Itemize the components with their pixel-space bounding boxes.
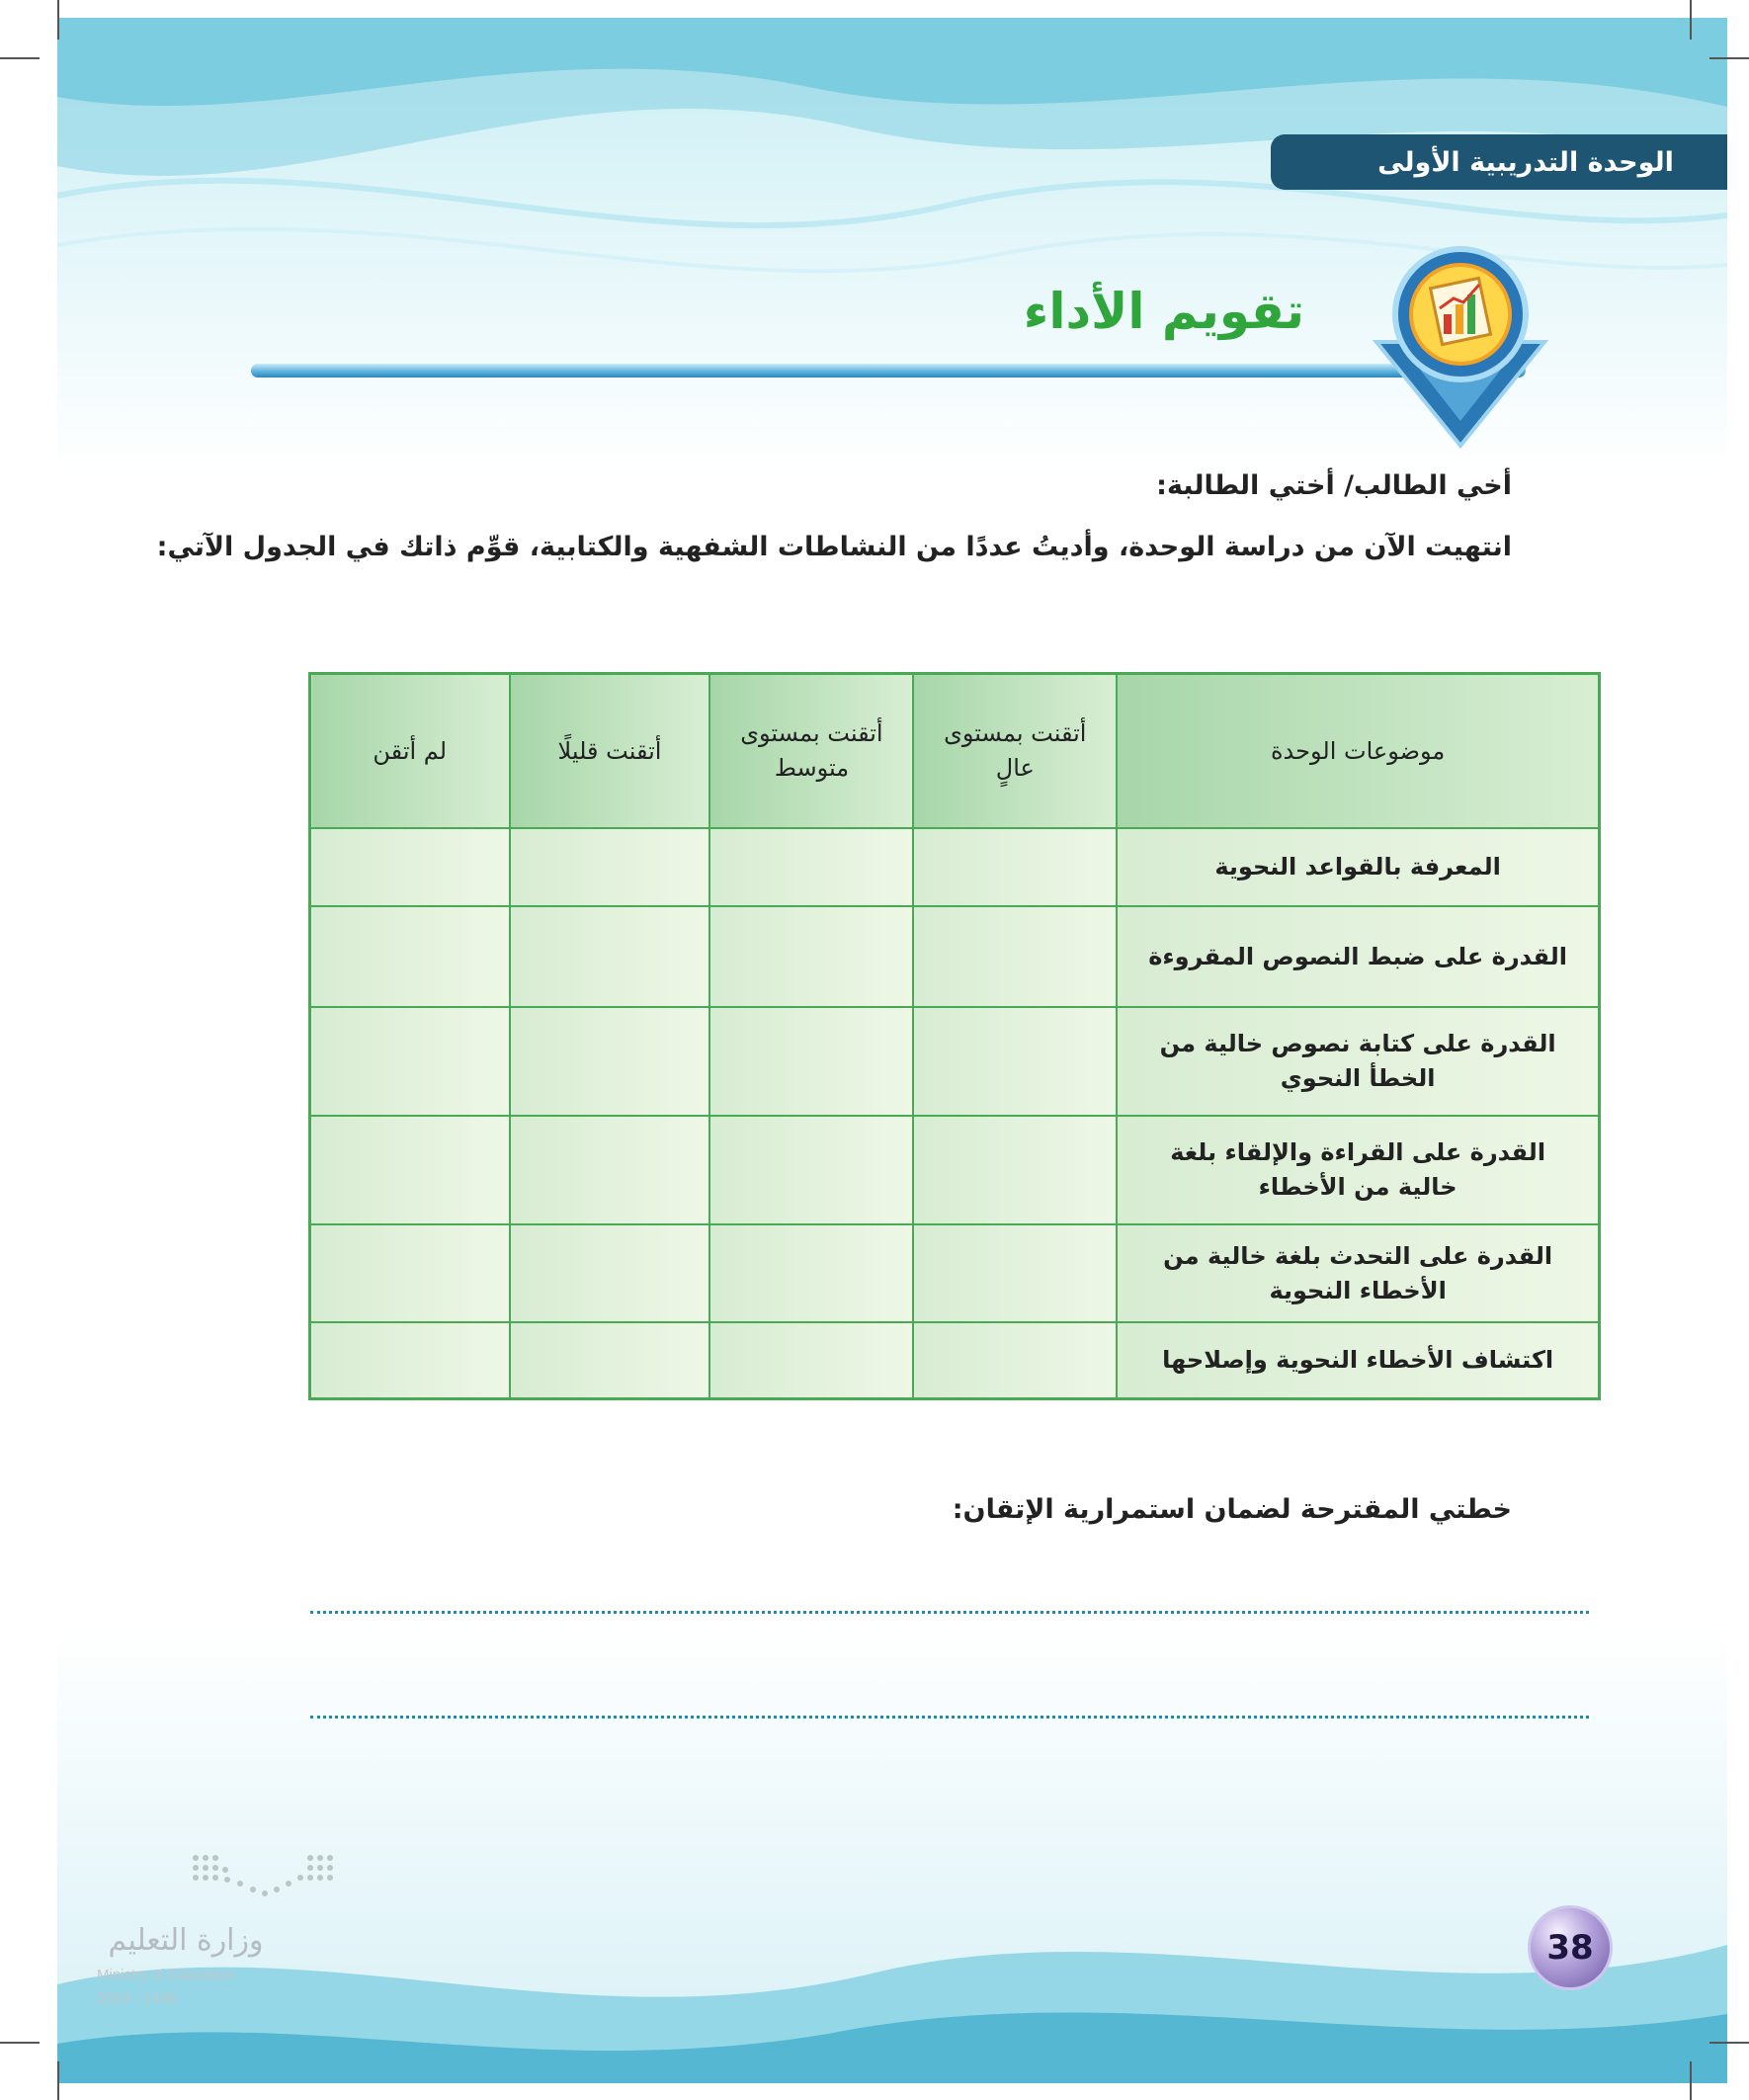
crop-mark — [0, 2042, 40, 2044]
table-row — [310, 1224, 1600, 1322]
greeting-text: أخي الطالب/ أختي الطالبة: — [1156, 470, 1512, 501]
plan-label: خطتي المقترحة لضمان استمرارية الإتقان: — [952, 1494, 1512, 1525]
unit-label: الوحدة التدريبية الأولى — [1377, 146, 1674, 178]
table-row — [310, 828, 1600, 906]
rating-cell-medium[interactable] — [709, 1007, 913, 1116]
rating-cell-little[interactable] — [510, 1007, 710, 1116]
table-row — [310, 1007, 1600, 1116]
topic-cell: المعرفة بالقواعد النحوية — [1117, 828, 1599, 906]
instruction-text: انتهيت الآن من دراسة الوحدة، وأديتُ عددًا من النشاطات الشفهية والكتابية، قوِّم ذاتك في الجدول الآتي: — [156, 532, 1512, 562]
header-medium: أتقنت بمستوى متوسط — [709, 674, 913, 829]
performance-chart-icon — [1367, 243, 1554, 451]
table-row — [310, 1322, 1600, 1398]
topic-cell: القدرة على ضبط النصوص المقروءة — [1117, 906, 1599, 1007]
rating-cell-little[interactable] — [510, 1116, 710, 1224]
rating-cell-medium[interactable] — [709, 1322, 913, 1398]
header-not: لم أتقن — [310, 674, 510, 829]
topic-cell: القدرة على التحدث بلغة خالية من الأخطاء النحوية — [1117, 1224, 1599, 1322]
workbook-page — [57, 18, 1727, 2083]
crop-mark — [1690, 2061, 1692, 2100]
ministry-dots-icon — [186, 1848, 344, 1907]
crop-mark — [0, 57, 40, 59]
ministry-year: 2024 - 1446 — [97, 1990, 177, 2007]
table-row — [310, 1116, 1600, 1224]
plan-writing-line-2[interactable] — [310, 1716, 1589, 1719]
self-evaluation-table — [308, 672, 1601, 1400]
ministry-logo — [97, 1848, 344, 2026]
rating-cell-high[interactable] — [913, 1007, 1117, 1116]
rating-cell-not[interactable] — [310, 1224, 510, 1322]
rating-cell-little[interactable] — [510, 906, 710, 1007]
rating-cell-little[interactable] — [510, 828, 710, 906]
rating-cell-medium[interactable] — [709, 906, 913, 1007]
header-high: أتقنت بمستوى عالٍ — [913, 674, 1117, 829]
topic-cell: القدرة على كتابة نصوص خالية من الخطأ النحوي — [1117, 1007, 1599, 1116]
rating-cell-not[interactable] — [310, 1007, 510, 1116]
table-header-row — [310, 674, 1600, 829]
rating-cell-not[interactable] — [310, 1322, 510, 1398]
page-number-text: 38 — [1546, 1928, 1594, 1968]
crop-mark — [57, 2061, 59, 2100]
crop-mark — [1709, 57, 1749, 59]
rating-cell-little[interactable] — [510, 1224, 710, 1322]
page-number — [1528, 1905, 1613, 1990]
rating-cell-not[interactable] — [310, 1116, 510, 1224]
rating-cell-medium[interactable] — [709, 1116, 913, 1224]
rating-cell-medium[interactable] — [709, 1224, 913, 1322]
header-little: أتقنت قليلًا — [510, 674, 710, 829]
plan-writing-line-1[interactable] — [310, 1611, 1589, 1614]
header-topics: موضوعات الوحدة — [1117, 674, 1599, 829]
rating-cell-medium[interactable] — [709, 828, 913, 906]
title-underline-bar — [251, 364, 1526, 378]
rating-cell-high[interactable] — [913, 1322, 1117, 1398]
rating-cell-high[interactable] — [913, 828, 1117, 906]
topic-cell: اكتشاف الأخطاء النحوية وإصلاحها — [1117, 1322, 1599, 1398]
crop-mark — [1709, 2042, 1749, 2044]
rating-cell-not[interactable] — [310, 906, 510, 1007]
ministry-name-ar: وزارة التعليم — [108, 1923, 264, 1958]
topic-cell: القدرة على القراءة والإلقاء بلغة خالية من الأخطاء — [1117, 1116, 1599, 1224]
rating-cell-not[interactable] — [310, 828, 510, 906]
rating-cell-high[interactable] — [913, 1224, 1117, 1322]
crop-mark — [57, 0, 59, 40]
ministry-name-en: Ministry of Education — [97, 1967, 235, 1983]
rating-cell-little[interactable] — [510, 1322, 710, 1398]
crop-mark — [1690, 0, 1692, 40]
rating-cell-high[interactable] — [913, 1116, 1117, 1224]
table-row — [310, 906, 1600, 1007]
rating-cell-high[interactable] — [913, 906, 1117, 1007]
section-title: تقويم الأداء — [1023, 283, 1304, 340]
unit-tab — [1271, 134, 1727, 190]
